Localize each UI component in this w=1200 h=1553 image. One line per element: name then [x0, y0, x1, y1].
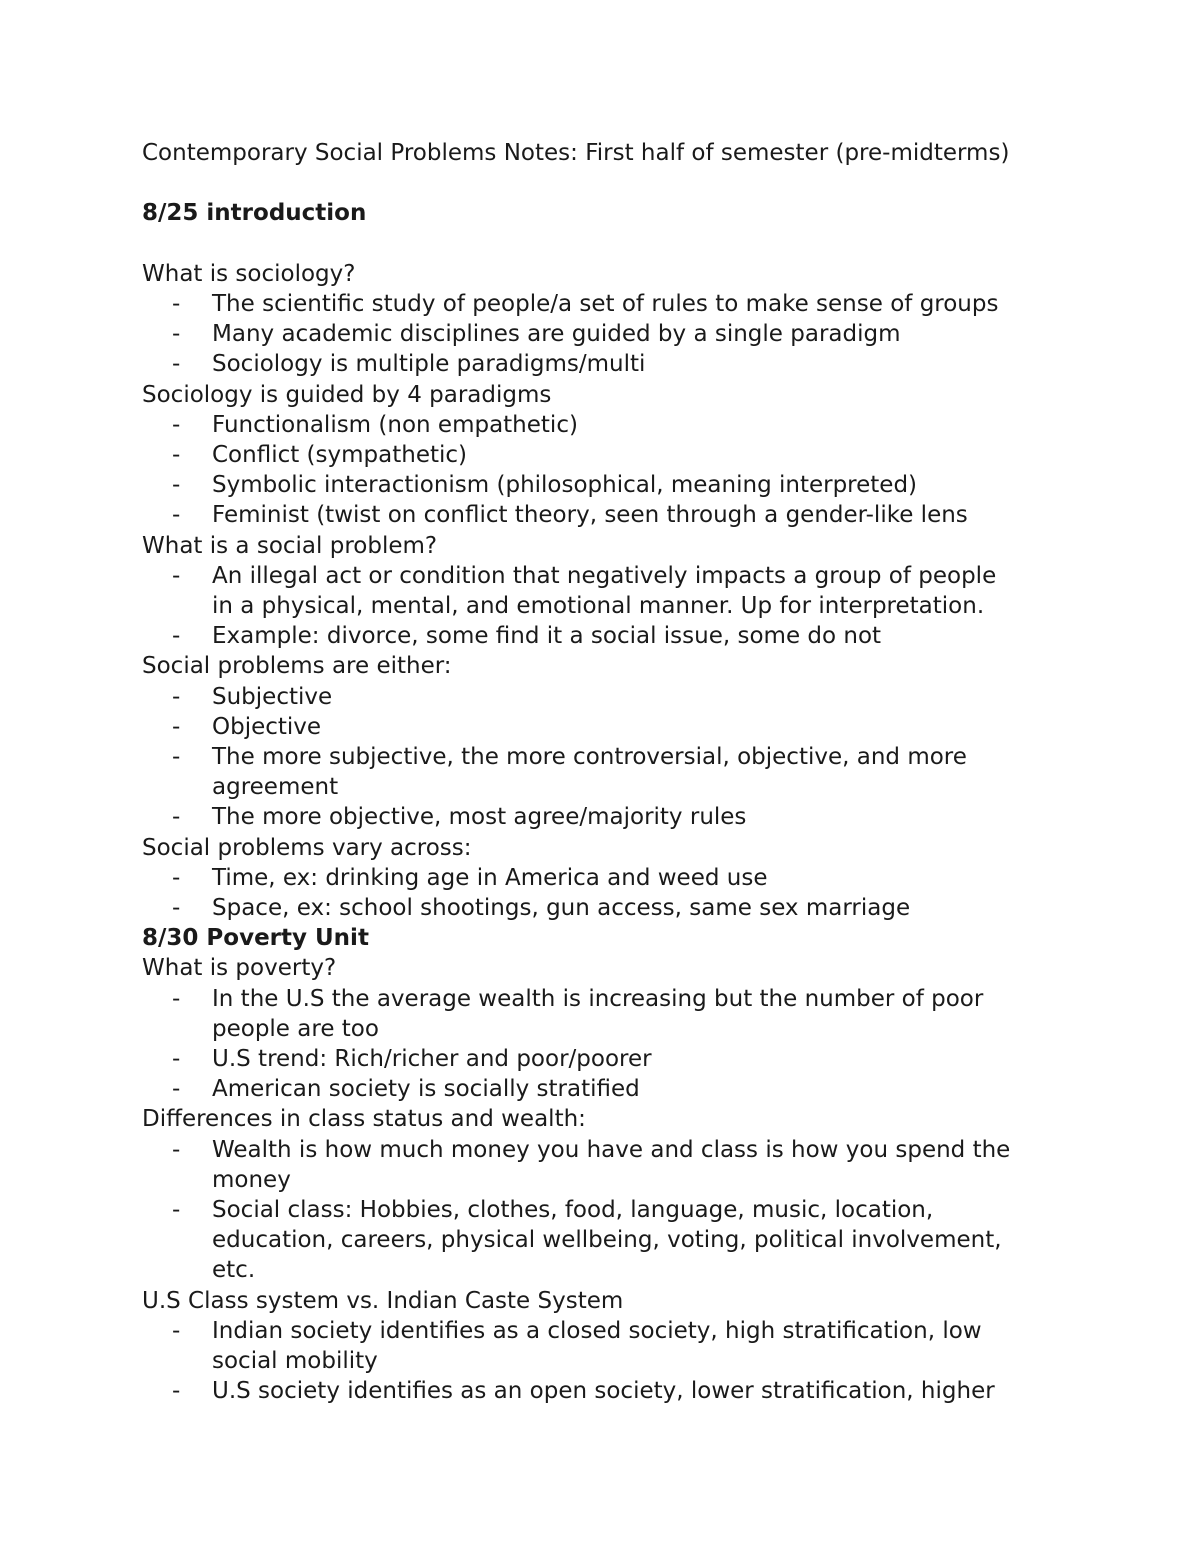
subheading-vary: Social problems vary across:: [142, 834, 472, 861]
list-item: - The scientific study of people/a set of rules to make sense of groups: [142, 289, 1062, 319]
spacer: [142, 168, 1062, 198]
dash-marker: -: [172, 804, 181, 831]
dash-marker: -: [172, 744, 181, 771]
list-item: - In the U.S the average wealth is increasing but the number of poor people are too: [172, 985, 984, 1042]
list-item: - Social class: Hobbies, clothes, food, language, music, location, education, careers, physical wellbeing, voting, political involvement, etc.: [172, 1197, 1002, 1284]
list-item: - Conflict (sympathetic): [142, 440, 1062, 470]
dash-marker: -: [172, 472, 181, 499]
dash-marker: -: [172, 864, 181, 891]
subheading-class-wealth: Differences in class status and wealth:: [142, 1106, 586, 1133]
list-item: - Objective: [142, 712, 1062, 742]
dash-marker: -: [172, 1317, 181, 1344]
dash-marker: -: [172, 321, 181, 348]
list-item: - Space, ex: school shootings, gun access, same sex marriage: [142, 893, 1062, 923]
list-item: - Feminist (twist on conflict theory, seen through a gender-like lens: [142, 500, 1062, 530]
spacer: [142, 229, 1062, 259]
subheading-social-problem: What is a social problem?: [142, 532, 438, 559]
list-item: - Symbolic interactionism (philosophical, meaning interpreted): [142, 470, 1062, 500]
dash-marker: -: [172, 713, 181, 740]
dash-marker: -: [172, 985, 181, 1012]
dash-marker: -: [172, 502, 181, 529]
notes-body: [142, 138, 1062, 1407]
section-heading-poverty-unit: 8/30 Poverty Unit: [142, 925, 369, 952]
list-item: - The more objective, most agree/majority rules: [142, 802, 1062, 832]
dash-marker: -: [172, 442, 181, 468]
list-item: - The more subjective, the more controversial, objective, and more agreement: [172, 744, 967, 801]
subheading-caste-system: U.S Class system vs. Indian Caste System: [142, 1287, 624, 1314]
document-title: Contemporary Social Problems Notes: First half of semester (pre-midterms): [142, 140, 1010, 166]
subheading-what-is-poverty: What is poverty?: [142, 955, 337, 982]
list-item: - Wealth is how much money you have and class is how you spend the money: [172, 1136, 1011, 1193]
dash-marker: -: [172, 1136, 181, 1163]
dash-marker: -: [172, 895, 181, 922]
list-item: - Example: divorce, some find it a social issue, some do not: [142, 621, 1062, 651]
list-item: - Functionalism (non empathetic): [142, 410, 1062, 440]
dash-marker: -: [172, 1046, 181, 1073]
list-item: - American society is socially stratified: [142, 1074, 1062, 1104]
list-item: - Sociology is multiple paradigms/multi: [142, 349, 1062, 379]
dash-marker: -: [172, 1197, 181, 1224]
section-heading-introduction: 8/25 introduction: [142, 200, 367, 227]
dash-marker: -: [172, 562, 181, 589]
dash-marker: -: [172, 623, 181, 650]
dash-marker: -: [172, 1378, 181, 1405]
dash-marker: -: [172, 411, 181, 438]
list-item: - U.S society identifies as an open society, lower stratification, higher: [142, 1376, 1062, 1406]
list-item: - Many academic disciplines are guided by a single paradigm: [142, 319, 1062, 349]
list-item: - Indian society identifies as a closed society, high stratification, low social mobility: [172, 1317, 982, 1375]
dash-marker: -: [172, 290, 181, 317]
dash-marker: -: [172, 683, 181, 710]
subheading-paradigms: Sociology is guided by 4 paradigms: [142, 381, 552, 408]
list-item: - An illegal act or condition that negatively impacts a group of people in a physical, mental, and emotional manner. Up for interpretation.: [172, 562, 997, 620]
subheading-either: Social problems are either:: [142, 653, 452, 680]
list-item: - Subjective: [142, 682, 1062, 712]
dash-marker: -: [172, 351, 181, 378]
list-item: - U.S trend: Rich/richer and poor/poorer: [142, 1044, 1062, 1074]
subheading-what-is-sociology: What is sociology?: [142, 260, 356, 287]
list-item: - Time, ex: drinking age in America and weed use: [142, 863, 1062, 893]
dash-marker: -: [172, 1076, 181, 1103]
